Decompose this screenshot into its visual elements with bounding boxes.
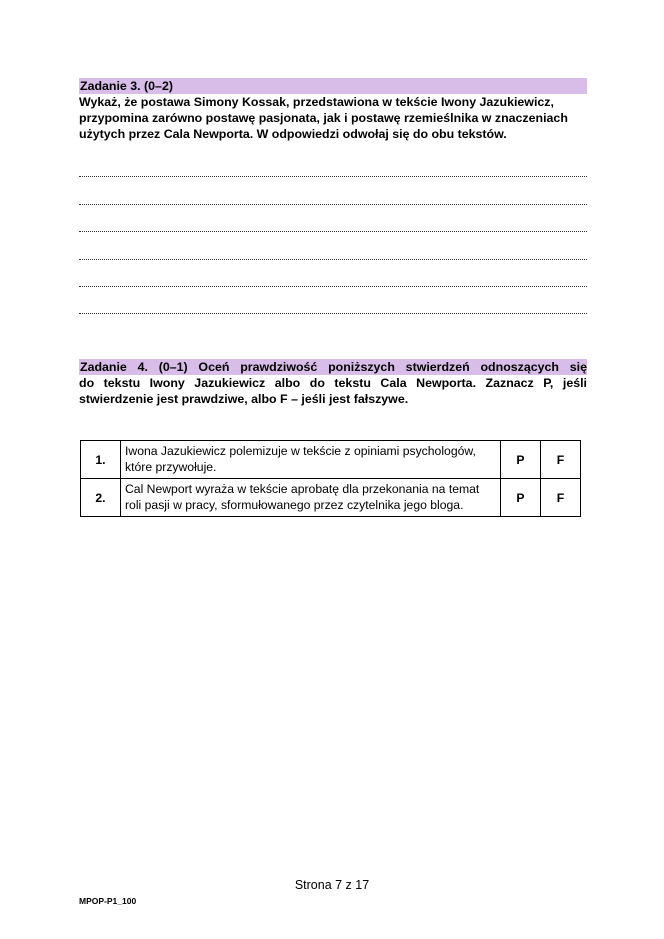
task-4-instruction-line: stwierdzenie jest prawdziwe, albo F – jeśli jest fałszywe. bbox=[79, 392, 409, 406]
table-row bbox=[81, 441, 581, 479]
task-3-header: Zadanie 3. (0–2) bbox=[79, 78, 587, 94]
answer-line[interactable] bbox=[79, 187, 587, 214]
answer-line[interactable] bbox=[79, 297, 587, 324]
answer-line[interactable] bbox=[79, 160, 587, 187]
statement-text: Iwona Jazukiewicz polemizuje w tekście z opiniami psychologów, które przywołuje. bbox=[121, 441, 501, 479]
true-false-table bbox=[80, 440, 581, 517]
option-false[interactable]: F bbox=[541, 479, 581, 517]
option-false[interactable]: F bbox=[541, 441, 581, 479]
task-3-instruction: Wykaż, że postawa Simony Kossak, przedstawiona w tekście Iwony Jazukiewicz, przypomina zarówno postawę pasjonata, jak i postawę rzemieślnika w znaczeniach użytych przez Cala Newporta. W odpowiedzi odwołaj się do obu tekstów. bbox=[79, 95, 568, 141]
answer-line[interactable] bbox=[79, 242, 587, 269]
statement-number: 1. bbox=[81, 441, 121, 479]
task-4 bbox=[79, 359, 587, 407]
statement-text: Cal Newport wyraża w tekście aprobatę dla przekonania na temat roli pasji w pracy, sformułowanego przez czytelnika jego bloga. bbox=[121, 479, 501, 517]
exam-code: MPOP-P1_100 bbox=[79, 896, 137, 906]
page-number: Strona 7 z 17 bbox=[294, 878, 370, 892]
task-4-instruction-line: do tekstu Iwony Jazukiewicz albo do tekstu Cala Newporta. Zaznacz P, jeśli bbox=[79, 376, 587, 390]
answer-area[interactable] bbox=[79, 160, 587, 324]
option-true[interactable]: P bbox=[501, 441, 541, 479]
answer-line[interactable] bbox=[79, 270, 587, 297]
task-3 bbox=[79, 78, 587, 142]
option-true[interactable]: P bbox=[501, 479, 541, 517]
table-row bbox=[81, 479, 581, 517]
statement-number: 2. bbox=[81, 479, 121, 517]
task-4-header: Zadanie 4. (0–1) Oceń prawdziwość poniższych stwierdzeń odnoszących się bbox=[80, 360, 587, 374]
answer-line[interactable] bbox=[79, 215, 587, 242]
